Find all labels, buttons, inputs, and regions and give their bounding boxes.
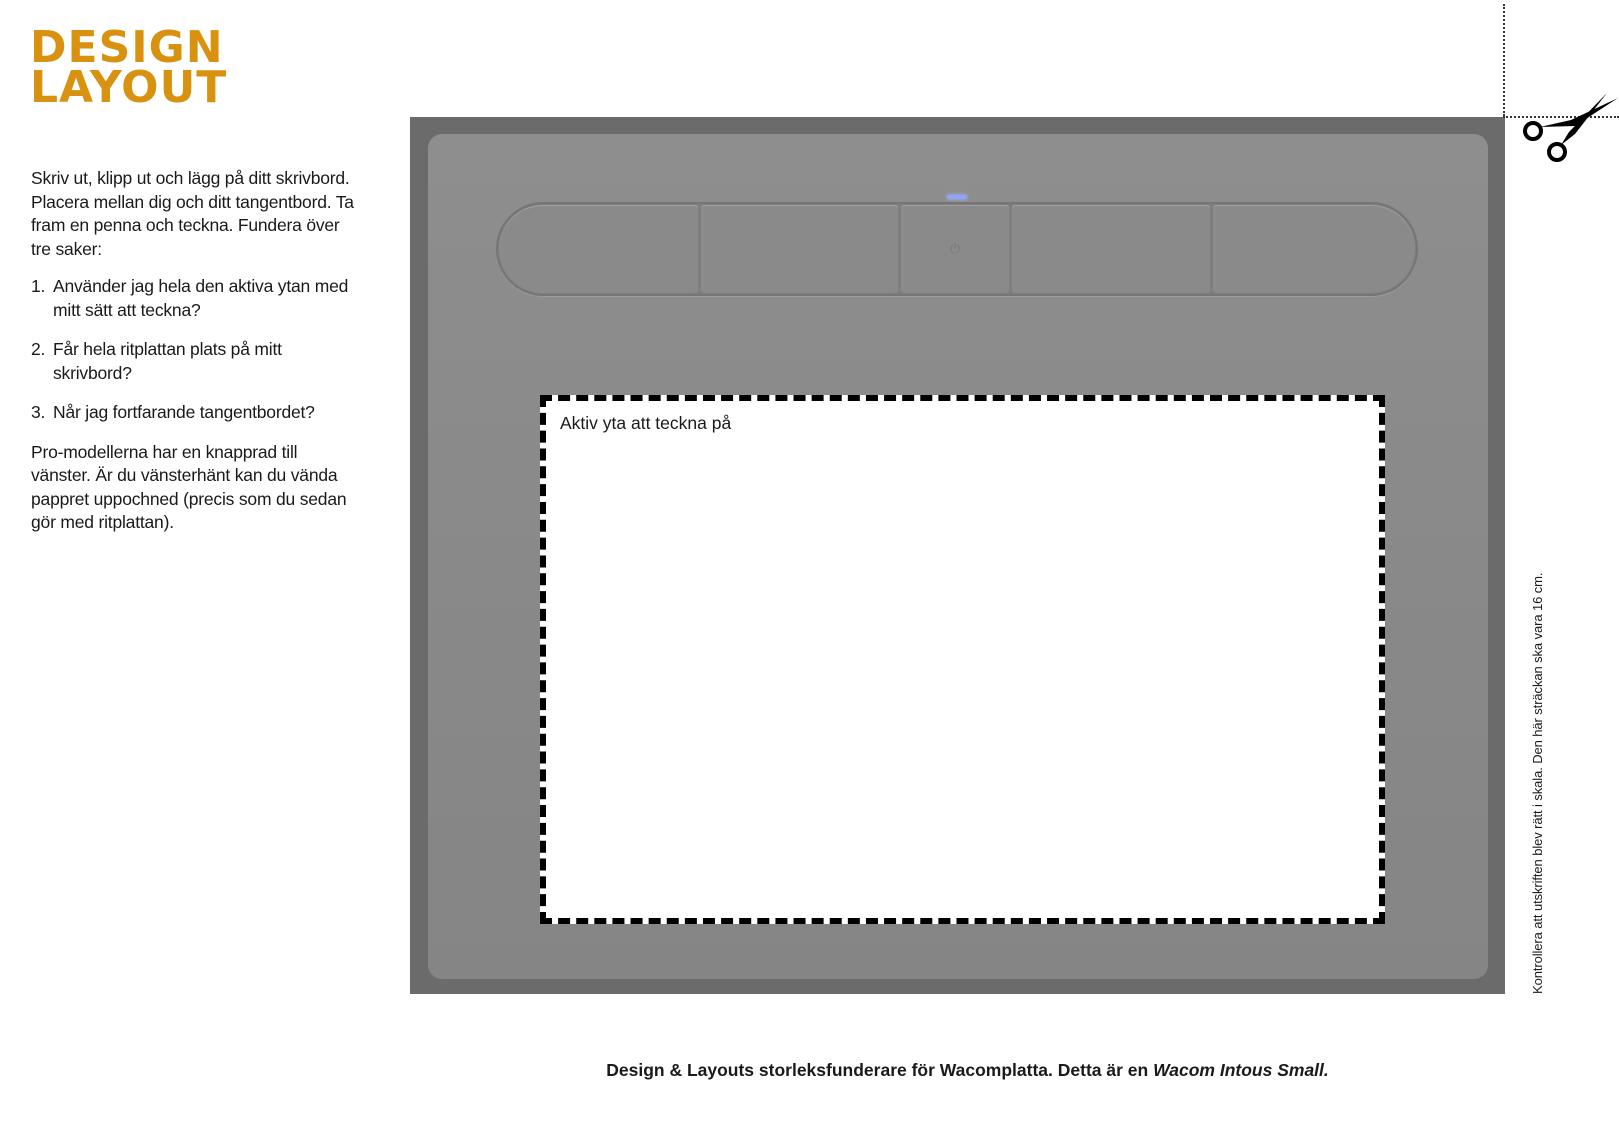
question-text: Når jag fortfarande tangentbordet? <box>53 402 315 422</box>
express-key-3 <box>1012 205 1210 293</box>
question-number: 3. <box>31 402 46 422</box>
pro-model-paragraph: Pro-modellerna har en knapprad till vänster. Är du vänsterhänt kan du vända pappret uppochned (precis som du sedan gör med ritplattan). <box>31 441 347 532</box>
express-key-4 <box>1213 205 1415 293</box>
logo-line-design: DESIGN <box>30 22 224 73</box>
active-area-label: Aktiv yta att teckna på <box>560 413 732 433</box>
power-icon: ⏻ <box>949 241 961 256</box>
footer-text: Design & Layouts storleksfunderare för Wacomplatta. Detta är en <box>606 1060 1154 1080</box>
question-text: Använder jag hela den aktiva ytan med mitt sätt att teckna? <box>53 276 349 320</box>
footer-product-name: Wacom Intous Small. <box>1153 1060 1329 1080</box>
question-item <box>31 401 361 425</box>
question-list <box>31 275 361 425</box>
scale-check-note: Kontrollera att utskriften blev rätt i skala. Den här sträckan ska vara 16 cm. <box>1530 572 1545 994</box>
status-led <box>947 195 967 199</box>
tablet-surface <box>428 134 1488 979</box>
express-key-bar <box>496 202 1418 296</box>
question-number: 2. <box>31 339 46 359</box>
question-item <box>31 338 361 385</box>
active-drawing-area <box>540 395 1385 924</box>
logo-line-layout: LAYOUT <box>30 62 228 113</box>
footer-caption <box>0 1060 1619 1081</box>
tablet-cutout-frame <box>410 117 1505 994</box>
power-button <box>901 205 1009 293</box>
question-item <box>31 275 361 322</box>
question-text: Får hela ritplattan plats på mitt skrivbord? <box>53 339 282 383</box>
express-key-2 <box>701 205 898 293</box>
cut-line-vertical <box>1503 4 1505 116</box>
intro-paragraph: Skriv ut, klipp ut och lägg på ditt skrivbord. Placera mellan dig och ditt tangentbord. Ta fram en penna och teckna. Fundera över tre saker: <box>31 168 354 259</box>
question-number: 1. <box>31 276 46 296</box>
express-key-1 <box>499 205 698 293</box>
brand-logo <box>30 22 228 113</box>
instructions <box>31 167 361 549</box>
scissors-icon <box>1519 90 1619 168</box>
